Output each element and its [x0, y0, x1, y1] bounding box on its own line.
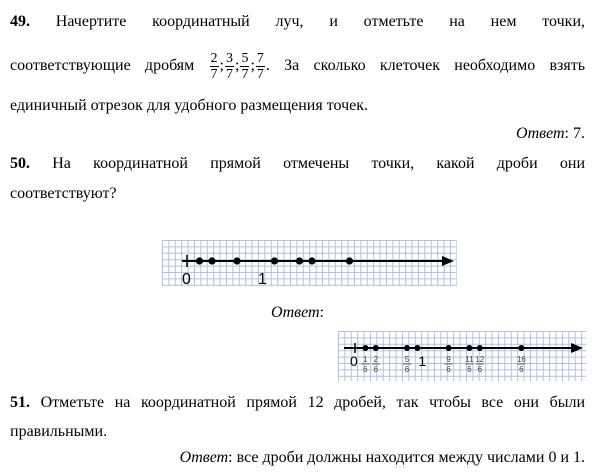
fraction-numerator-label: 11: [465, 355, 474, 364]
p49-line3: единичный отрезок для удобного размещения точек.: [10, 97, 369, 114]
p50-number: 50.: [10, 155, 30, 172]
fraction-numerator-label: 16: [516, 355, 526, 364]
p50-answer: [10, 303, 585, 323]
p50-text-1: На координатной прямой отмечены точки, какой дроби они: [52, 155, 586, 172]
marked-point: [196, 257, 203, 264]
fraction-denominator-label: 6: [467, 365, 472, 374]
fraction-numerator: 7: [256, 50, 264, 66]
fraction-denominator-label: 6: [477, 365, 483, 374]
fraction-end-dot: .: [265, 57, 270, 74]
p49-answer-label: Ответ: [516, 125, 565, 142]
fraction-denominator: 7: [256, 66, 264, 82]
fraction-numerator-label: 9: [446, 355, 451, 364]
fraction-separator: ;: [250, 57, 255, 74]
marked-point: [477, 345, 483, 351]
fraction-separator: ;: [235, 57, 240, 74]
p51-answer-label: Ответ: [179, 449, 229, 466]
marked-point: [208, 257, 215, 264]
fraction-numerator: 2: [210, 50, 218, 66]
fraction-denominator-label: 6: [446, 365, 451, 374]
p50-line2: соответствуют?: [10, 185, 117, 202]
p51-number: 51.: [10, 394, 30, 411]
fraction-denominator-label: 6: [363, 365, 368, 374]
marked-point: [233, 257, 240, 264]
number-line-figure-1: [162, 240, 457, 291]
fraction-2: [225, 51, 234, 82]
number-line-figure-2: [338, 331, 586, 386]
marked-point: [518, 345, 524, 351]
fraction-numerator-label: 5: [404, 355, 410, 364]
fraction-4: [256, 51, 265, 82]
fraction-separator: ;: [219, 57, 224, 74]
p51-line2: правильными.: [10, 423, 108, 440]
p49-line2: [10, 47, 585, 85]
fraction-denominator-label: 6: [373, 365, 379, 374]
fraction-denominator: 7: [210, 66, 218, 82]
fraction-numerator-label: 12: [475, 355, 485, 364]
p49-fractions: [209, 50, 270, 82]
p49-line1: [10, 12, 585, 32]
label-one: 1: [418, 353, 427, 369]
fraction-denominator: 7: [241, 66, 249, 82]
fraction-numerator: 5: [241, 50, 249, 66]
p50-answer-label: Ответ: [271, 304, 320, 321]
p51-answer: [10, 448, 585, 468]
p49-text-2-end: За сколько клеточек необходимо взять: [284, 57, 585, 74]
marked-point: [271, 257, 278, 264]
fraction-numerator-label: 1: [363, 355, 368, 364]
p50-line1: [10, 154, 585, 174]
label-one: 1: [258, 271, 267, 286]
axis-arrow: [442, 256, 454, 266]
marked-point: [446, 345, 452, 351]
marked-point: [346, 257, 353, 264]
label-zero: 0: [350, 353, 358, 369]
p49-number: 49.: [10, 13, 30, 30]
marked-point: [373, 345, 379, 351]
marked-point: [296, 257, 303, 264]
p50-answer-colon: :: [319, 304, 324, 321]
p51-text-1: Отметьте на координатной прямой 12 дробей, так чтобы все они были: [40, 394, 586, 411]
fraction-denominator-label: 6: [519, 365, 524, 374]
marked-point: [466, 345, 472, 351]
marked-point: [404, 345, 410, 351]
p49-text-2-start: соответствующие дробям: [10, 57, 195, 74]
fraction-denominator: 7: [226, 66, 233, 82]
marked-point: [414, 345, 420, 351]
p51-line1: [10, 393, 585, 413]
number-line-2-svg: [338, 331, 586, 381]
fraction-3: [240, 51, 249, 82]
p49-answer: [10, 124, 585, 144]
label-zero: 0: [182, 271, 191, 286]
fraction-1: [210, 51, 219, 82]
p49-answer-text: : 7.: [564, 125, 585, 142]
fraction-denominator-label: 6: [404, 365, 410, 374]
p49-text-1: Начертите координатный луч, и отметьте на нем точки,: [55, 13, 585, 30]
p51-answer-text: : все дроби должны находится между числами 0 и 1.: [228, 449, 585, 466]
fraction-numerator: 3: [226, 50, 233, 66]
marked-point: [362, 345, 368, 351]
marked-point: [308, 257, 315, 264]
fraction-numerator-label: 2: [373, 355, 379, 364]
number-line-1-svg: [162, 240, 457, 286]
